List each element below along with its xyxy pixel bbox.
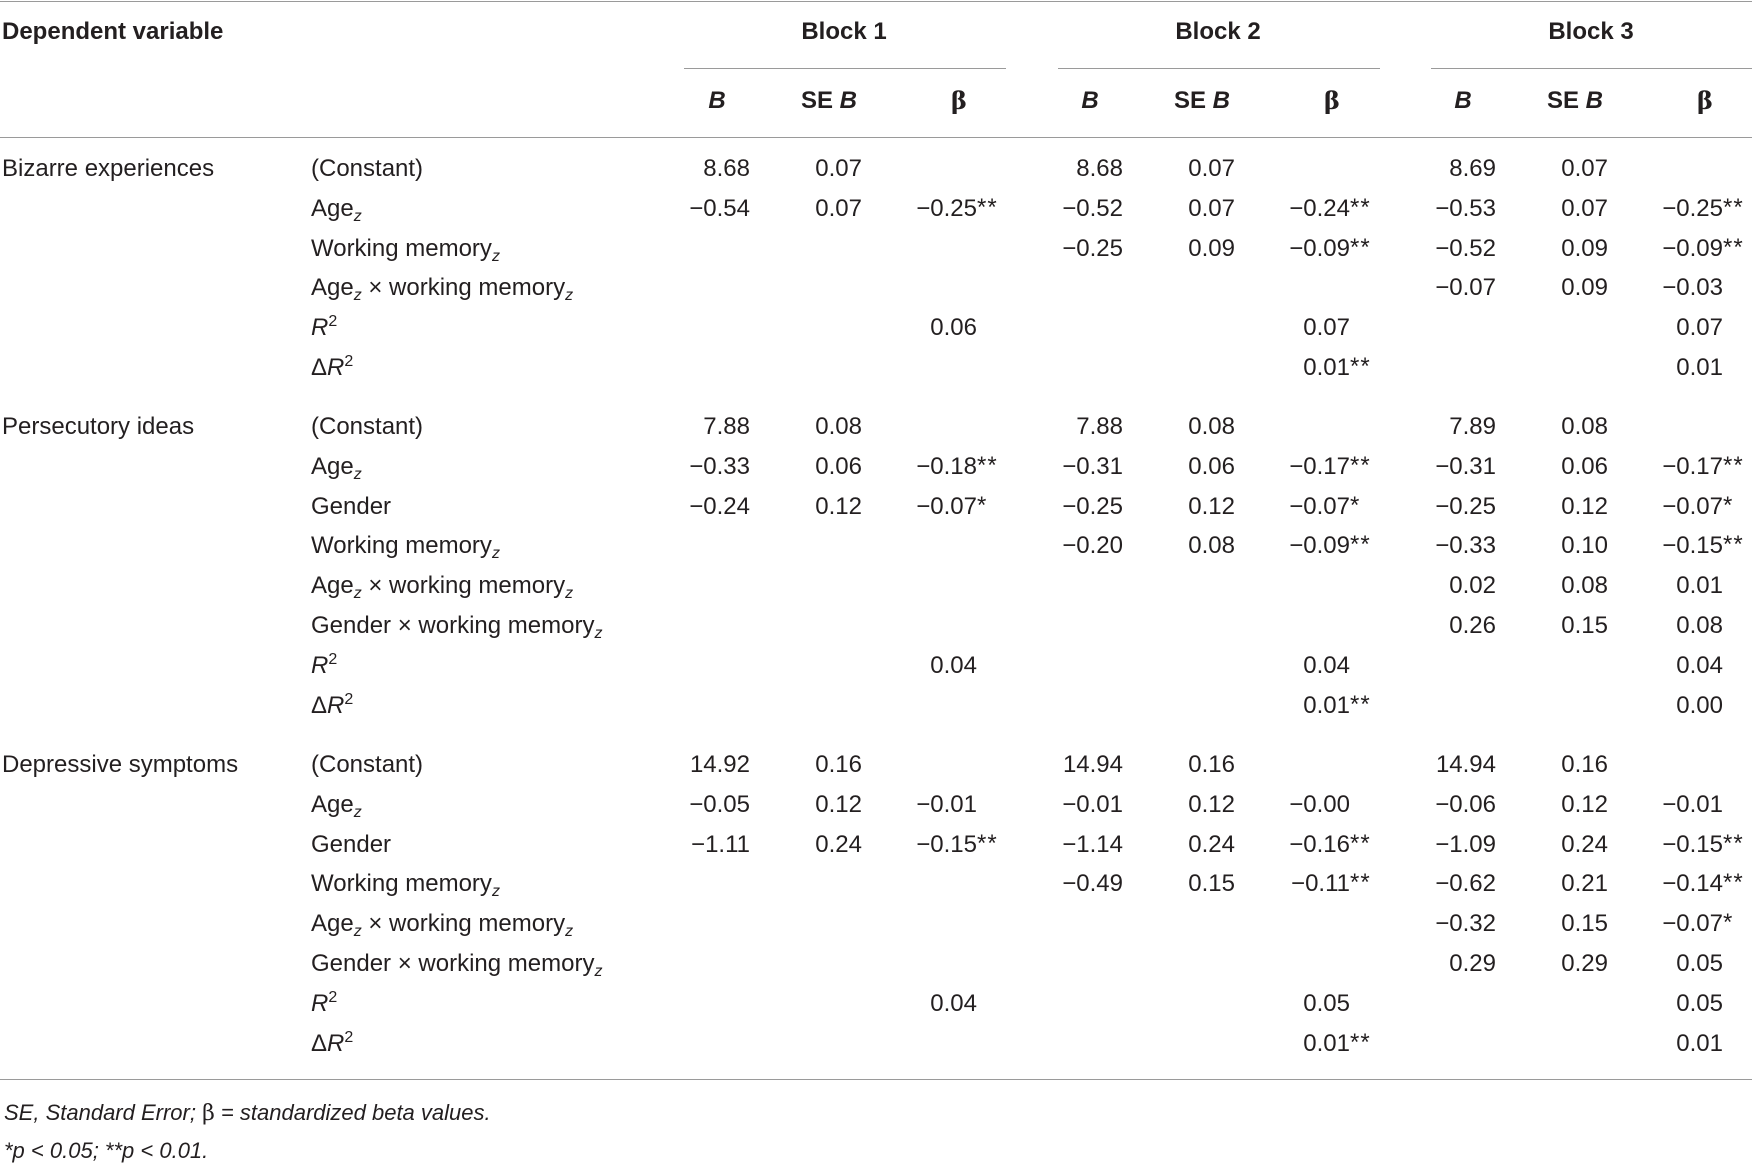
block-3-header: Block 3 [1548,18,1634,45]
table-cell-value: 0.06 [930,314,977,341]
table-cell-value: 0.16 [1188,751,1235,778]
table-cell-value: 0.06 [1561,453,1608,480]
table-cell-value: 0.12 [815,493,862,520]
table-cell-value: 0.05 [1303,990,1350,1017]
table-cell-value: −0.07 [1435,274,1496,301]
table-cell-value: −0.09 [1662,235,1723,262]
predictor-label: Age$_z$ × working memory$_z$ [311,572,574,602]
se-label: SE [1546,87,1586,114]
predictor-label: Working memory$_z$ [311,235,500,265]
block-3-se-b-header [1525,86,1625,116]
subscript-z: z [491,883,500,900]
dependent-variable-name: Bizarre experiences [2,155,215,182]
significance-stars: ** [1723,830,1744,857]
block-2-underline [1058,68,1380,69]
table-cell-value: −1.11 [691,831,750,858]
table-cell-value: 0.07 [1188,155,1235,182]
superscript-2: 2 [344,353,354,370]
header-bottom-rule [0,137,1752,138]
table-cell-value: 7.89 [1449,413,1496,440]
table-cell-value: −0.25 [1062,235,1123,262]
significance-stars: ** [1723,194,1744,221]
block-2-se-b-header [1152,86,1252,116]
subscript-z: z [565,585,574,602]
table-cell-value: 0.01 [1676,354,1723,381]
significance-stars: ** [1350,452,1371,479]
table-cell-value: −0.01 [916,791,977,818]
significance-stars: * [1723,909,1734,936]
table-top-rule [0,1,1752,2]
predictor-label [311,651,337,681]
table-cell-value: −1.09 [1435,831,1496,858]
significance-stars: ** [1723,234,1744,261]
table-cell-value: −0.62 [1435,870,1496,897]
table-cell-value: −0.31 [1062,453,1123,480]
table-cell-value: 0.05 [1676,990,1723,1017]
table-cell-value: 0.01 [1676,1030,1723,1057]
se-b-label: B [1212,87,1231,114]
table-cell-value: −0.09 [1289,532,1350,559]
subscript-z: z [594,625,603,642]
table-cell-value: 0.09 [1561,235,1608,262]
table-cell-value: −0.53 [1435,195,1496,222]
table-cell-value: −0.01 [1062,791,1123,818]
se-label: SE [800,87,840,114]
table-cell-value: 0.24 [815,831,862,858]
table-cell-value: 0.15 [1561,612,1608,639]
block-3-beta-header: β [1697,86,1713,115]
table-cell-value: 0.04 [1676,652,1723,679]
table-cell-value: 0.07 [1188,195,1235,222]
table-cell-value: −0.24 [1289,195,1350,222]
subscript-z: z [353,804,362,821]
predictor-label: (Constant) [311,751,424,778]
block-1-header: Block 1 [801,18,887,45]
predictor-label: Gender [311,493,392,520]
significance-stars: ** [1350,869,1371,896]
predictor-label: Age$_z$ [311,791,362,821]
r-symbol: R [311,314,329,341]
r-symbol: R [311,652,329,679]
predictor-label: (Constant) [311,413,424,440]
table-cell-value: −0.15 [1662,831,1723,858]
table-cell-value: −0.18 [916,453,977,480]
predictor-label: Gender × working memory$_z$ [311,950,603,980]
table-cell-value: −0.06 [1435,791,1496,818]
predictor-label: Gender × working memory$_z$ [311,612,603,642]
table-cell-value: 0.16 [1561,751,1608,778]
predictor-label [311,313,337,343]
table-cell-value: −0.33 [1435,532,1496,559]
table-cell-value: 0.04 [930,990,977,1017]
subscript-z: z [353,923,362,940]
table-cell-value: −0.32 [1435,910,1496,937]
b-label: B [1454,87,1472,114]
predictor-label: $\Delta R^2$ [311,353,354,381]
predictor-label: (Constant) [311,155,424,182]
significance-stars: ** [977,830,998,857]
significance-stars: * [1723,492,1734,519]
block-1-underline [684,68,1006,69]
footnote-significance: *p < 0.05; **p < 0.01. [4,1138,209,1163]
significance-stars: ** [1350,531,1371,558]
superscript-2: 2 [328,651,338,668]
table-cell-value: 0.04 [930,652,977,679]
table-cell-value: 0.26 [1449,612,1496,639]
table-cell-value: 0.15 [1561,910,1608,937]
table-cell-value: 0.05 [1676,950,1723,977]
predictor-label: Gender [311,831,392,858]
subscript-z: z [353,287,362,304]
block-1-beta-header: β [951,86,967,115]
significance-stars: ** [1350,691,1371,718]
superscript-2: 2 [328,313,338,330]
se-label: SE [1173,87,1213,114]
table-cell-value: −0.03 [1662,274,1723,301]
table-cell-value: 0.12 [1188,791,1235,818]
table-cell-value: 7.88 [703,413,750,440]
table-cell-value: 0.08 [1188,413,1235,440]
block-2-b-header [1050,86,1130,116]
table-cell-value: 7.88 [1076,413,1123,440]
table-cell-value: 0.15 [1188,870,1235,897]
se-b-label: B [839,87,858,114]
table-cell-value: 0.07 [1561,155,1608,182]
table-cell-value: −0.07 [1289,493,1350,520]
block-3-underline [1431,68,1752,69]
table-cell-value: −0.17 [1662,453,1723,480]
predictor-label: $\Delta R^2$ [311,1029,354,1057]
table-cell-value: 0.08 [1188,532,1235,559]
superscript-2: 2 [344,1029,354,1046]
subscript-z: z [565,923,574,940]
footnote-beta-text: = standardized beta values. [214,1100,491,1125]
table-cell-value: 14.94 [1435,751,1496,778]
dependent-variable-name: Persecutory ideas [2,413,195,440]
predictor-label: Working memory$_z$ [311,870,500,900]
r-symbol: R [327,1030,345,1057]
significance-stars: * [1350,492,1361,519]
table-cell-value: 8.68 [1076,155,1123,182]
predictor-label: Age$_z$ [311,195,362,225]
table-cell-value: −0.14 [1662,870,1723,897]
table-cell-value: 0.02 [1449,572,1496,599]
table-cell-value: −0.07 [1662,910,1723,937]
table-cell-value: −0.25 [1662,195,1723,222]
table-cell-value: −0.52 [1062,195,1123,222]
table-cell-value: 14.94 [1062,751,1123,778]
table-cell-value: 0.01 [1303,692,1350,719]
table-bottom-rule [0,1079,1752,1080]
table-cell-value: 0.07 [815,155,862,182]
significance-stars: ** [1723,531,1744,558]
table-cell-value: 0.12 [1561,493,1608,520]
table-cell-value: 0.29 [1561,950,1608,977]
table-cell-value: 0.06 [1188,453,1235,480]
superscript-2: 2 [328,989,338,1006]
significance-stars: ** [1723,452,1744,479]
predictor-label [311,989,337,1019]
predictor-label: Working memory$_z$ [311,532,500,562]
r-symbol: R [327,354,345,381]
table-cell-value: 0.07 [1561,195,1608,222]
table-cell-value: −0.01 [1662,791,1723,818]
significance-stars: * [977,492,988,519]
table-cell-value: −0.49 [1062,870,1123,897]
dependent-variable-header: Dependent variable [2,18,224,45]
table-cell-value: 0.07 [1303,314,1350,341]
significance-stars: ** [977,194,998,221]
table-cell-value: 0.08 [815,413,862,440]
table-cell-value: 0.12 [815,791,862,818]
table-cell-value: −0.00 [1289,791,1350,818]
table-cell-value: 0.09 [1561,274,1608,301]
table-cell-value: 0.16 [815,751,862,778]
table-cell-value: −0.20 [1062,532,1123,559]
subscript-z: z [353,208,362,225]
subscript-z: z [353,585,362,602]
predictor-label: Age$_z$ × working memory$_z$ [311,274,574,304]
predictor-label: $\Delta R^2$ [311,691,354,719]
footnote-abbreviations [4,1099,491,1128]
b-label: B [708,87,726,114]
table-cell-value: 0.12 [1188,493,1235,520]
table-cell-value: 0.08 [1561,572,1608,599]
footnote-se-text: SE, Standard Error; [4,1100,203,1125]
significance-stars: ** [1350,1029,1371,1056]
table-cell-value: 0.04 [1303,652,1350,679]
table-cell-value: 0.01 [1676,572,1723,599]
table-cell-value: 0.09 [1188,235,1235,262]
table-cell-value: −0.11 [1291,870,1350,897]
predictor-label: Age$_z$ [311,453,362,483]
table-cell-value: −0.05 [689,791,750,818]
subscript-z: z [491,545,500,562]
table-cell-value: 0.12 [1561,791,1608,818]
subscript-z: z [565,287,574,304]
table-cell-value: 0.29 [1449,950,1496,977]
block-1-b-header [677,86,757,116]
table-cell-value: 0.07 [815,195,862,222]
table-cell-value: 8.68 [703,155,750,182]
significance-stars: ** [977,452,998,479]
significance-stars: ** [1350,830,1371,857]
table-cell-value: −0.25 [1435,493,1496,520]
subscript-z: z [594,963,603,980]
table-cell-value: −0.17 [1289,453,1350,480]
table-cell-value: 0.24 [1561,831,1608,858]
table-cell-value: 0.06 [815,453,862,480]
table-cell-value: −0.52 [1435,235,1496,262]
table-cell-value: −0.25 [1062,493,1123,520]
block-2-beta-header: β [1324,86,1340,115]
table-cell-value: −0.31 [1435,453,1496,480]
table-cell-value: −0.15 [916,831,977,858]
block-3-b-header [1423,86,1503,116]
significance-stars: ** [1350,353,1371,380]
table-cell-value: 0.24 [1188,831,1235,858]
predictor-label: Age$_z$ × working memory$_z$ [311,910,574,940]
table-cell-value: 0.07 [1676,314,1723,341]
b-label: B [1081,87,1099,114]
table-cell-value: −0.24 [689,493,750,520]
subscript-z: z [491,248,500,265]
table-cell-value: 0.08 [1676,612,1723,639]
subscript-z: z [353,466,362,483]
se-b-label: B [1585,87,1604,114]
table-cell-value: 0.21 [1561,870,1608,897]
block-1-se-b-header [779,86,879,116]
table-cell-value: 0.08 [1561,413,1608,440]
significance-stars: ** [1350,234,1371,261]
table-cell-value: −0.07 [916,493,977,520]
dependent-variable-name: Depressive symptoms [2,751,239,778]
table-cell-value: 0.01 [1303,1030,1350,1057]
table-cell-value: 8.69 [1449,155,1496,182]
block-2-header: Block 2 [1175,18,1261,45]
table-cell-value: 14.92 [689,751,750,778]
significance-stars: ** [1723,869,1744,896]
table-cell-value: −0.16 [1289,831,1350,858]
r-symbol: R [311,990,329,1017]
superscript-2: 2 [344,691,354,708]
table-cell-value: 0.00 [1676,692,1723,719]
table-cell-value: −0.25 [916,195,977,222]
significance-stars: ** [1350,194,1371,221]
table-cell-value: −0.07 [1662,493,1723,520]
table-cell-value: −0.15 [1662,532,1723,559]
table-cell-value: 0.10 [1561,532,1608,559]
r-symbol: R [327,692,345,719]
table-cell-value: −0.09 [1289,235,1350,262]
table-cell-value: −0.54 [689,195,750,222]
footnote-beta-symbol: β [202,1101,215,1126]
table-cell-value: −0.33 [689,453,750,480]
table-cell-value: −1.14 [1062,831,1123,858]
table-cell-value: 0.01 [1303,354,1350,381]
